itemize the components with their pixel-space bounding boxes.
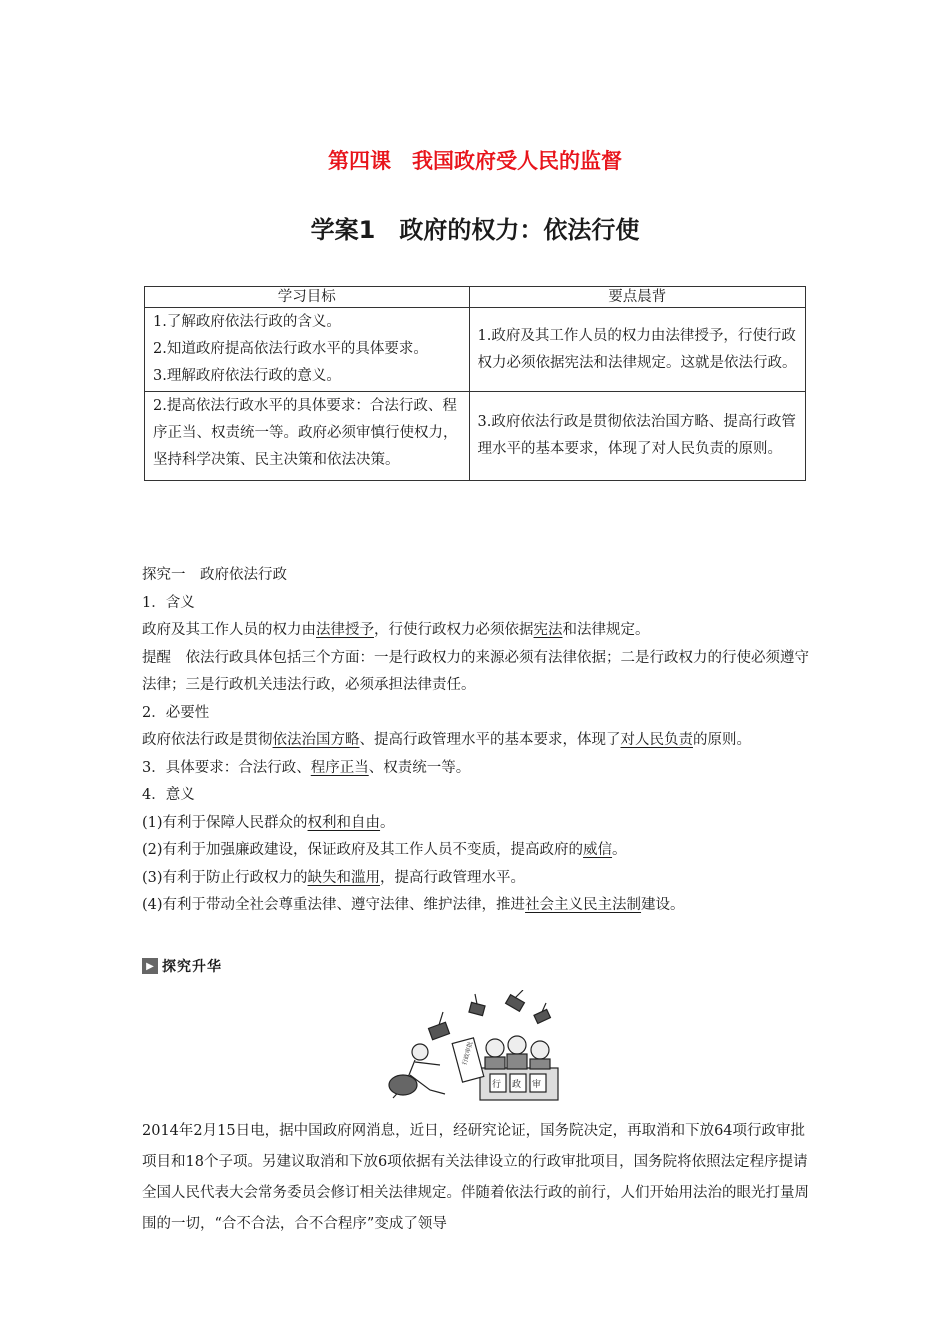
stamp-icon <box>534 1003 550 1023</box>
subheading-meaning: 1．含义 <box>142 594 195 611</box>
sign-text: 行政审批 <box>461 1040 475 1066</box>
stamp-icon <box>428 1012 449 1040</box>
col-header-goals: 学习目标 <box>145 287 470 308</box>
lesson-title: 学案1 政府的权力：依法行使 <box>310 216 640 244</box>
inquiry-upgrade-label: ▶ 探究升华 <box>142 957 222 975</box>
news-paragraph: 2014年2月15日电，据中国政府网消息，近日，经研究论证，国务院决定，再取消和下放64项行政审批项目和18个子项。另建议取消和下放6项依据有关法律设立的行政审批项目，国务院将依照法定程序提请全国人民代表大会常务委员会修订相关法律规定。伴随着依法行政的前行，人们开始用法治的眼光打量周围的一切，“合不合法，合不合程序”变成了领导 <box>142 1123 809 1232</box>
inquiry-section <box>142 562 812 920</box>
significance-item: (2)有利于加强廉政建设，保证政府及其工作人员不变质，提高政府的威信。 <box>142 842 627 858</box>
paragraph-meaning: 政府及其工作人员的权力由法律授予，行使行政权力必须依据宪法和法律规定。 <box>142 622 650 638</box>
chapter-title: 第四课 我国政府受人民的监督 <box>328 149 622 173</box>
subheading-necessity: 2．必要性 <box>142 704 210 721</box>
section-heading: 探究一 政府依法行政 <box>142 567 287 583</box>
key-point-cell-1: 1.政府及其工作人员的权力由法律授予，行使行政权力必须依据宪法和法律规定。这就是依法行政。 <box>469 308 806 392</box>
desk-text: 行政审 <box>492 1080 553 1090</box>
play-triangle-icon: ▶ <box>142 958 158 974</box>
goals-cell-1 <box>145 308 470 392</box>
tip-paragraph: 提醒 依法行政具体包括三个方面：一是行政权力的来源必须有法律依据；二是行政权力的行使必须遵守法律；三是行政机关违法行政，必须承担法律责任。 <box>142 649 809 693</box>
goal-item: 1.了解政府依法行政的含义。 <box>153 314 341 330</box>
significance-item: (3)有利于防止行政权力的缺失和滥用，提高行政管理水平。 <box>142 869 526 886</box>
subheading-significance: 4．意义 <box>142 787 195 803</box>
subheading-requirements: 3．具体要求：合法行政、程序正当、权责统一等。 <box>142 759 471 776</box>
stamp-icon <box>469 994 485 1016</box>
col-header-key-points: 要点晨背 <box>469 287 806 308</box>
cartoon-illustration <box>385 990 560 1102</box>
goal-item: 3.理解政府依法行政的意义。 <box>153 368 341 384</box>
goals-table <box>144 286 806 481</box>
stamp-icon <box>506 990 525 1011</box>
key-point-cell-2: 3.政府依法行政是贯彻依法治国方略、提高行政管理水平的基本要求，体现了对人民负责的原则。 <box>469 392 806 481</box>
goal-item: 2.知道政府提高依法行政水平的具体要求。 <box>153 341 428 357</box>
goals-cell-2: 2.提高依法行政水平的具体要求：合法行政、程序正当、权责统一等。政府必须审慎行使权力，坚持科学决策、民主决策和依法决策。 <box>145 392 470 481</box>
significance-item: (1)有利于保障人民群众的权利和自由。 <box>142 814 395 831</box>
paragraph-necessity: 政府依法行政是贯彻依法治国方略、提高行政管理水平的基本要求，体现了对人民负责的原则。 <box>142 732 751 748</box>
significance-item: (4)有利于带动全社会尊重法律、遵守法律、维护法律，推进社会主义民主法制建设。 <box>142 897 685 913</box>
